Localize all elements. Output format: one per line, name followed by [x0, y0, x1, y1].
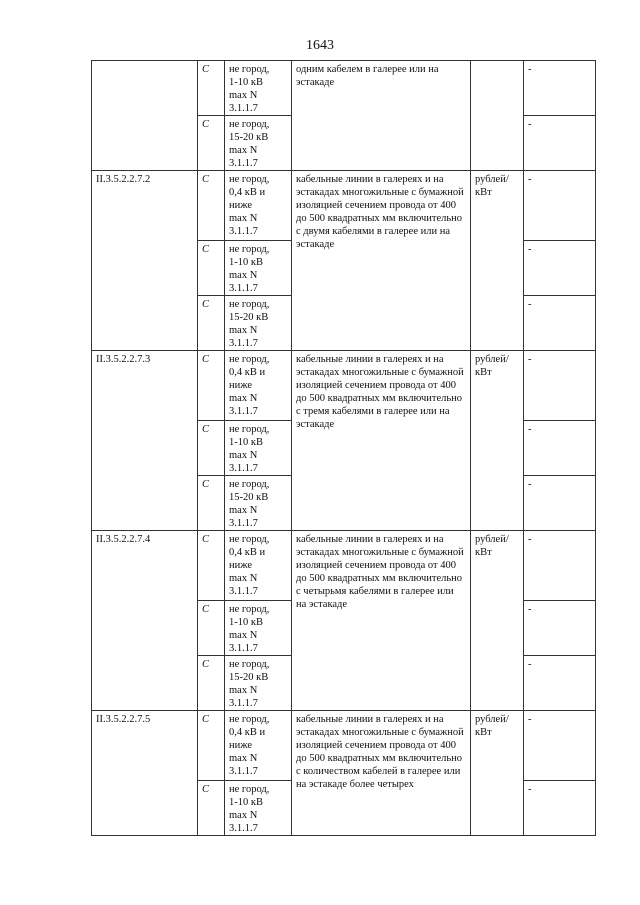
category-line: ниже [229, 200, 253, 211]
category-line: 1-10 кВ [229, 617, 263, 628]
category-line: 1-10 кВ [229, 257, 263, 268]
category-line: не город, [229, 299, 270, 310]
category-line: max N [229, 213, 258, 224]
row-code: II.3.5.2.2.7.4 [92, 531, 198, 711]
category-line: max N [229, 90, 258, 101]
category-line: не город, [229, 354, 270, 365]
category-line: max N [229, 573, 258, 584]
category-line: не город, [229, 604, 270, 615]
row-value: - [524, 711, 596, 781]
category-line: 0,4 кВ и [229, 547, 266, 558]
category-line: max N [229, 450, 258, 461]
row-letter: C [198, 241, 225, 296]
category-line: 0,4 кВ и [229, 187, 266, 198]
category-line: не город, [229, 174, 270, 185]
row-value: - [524, 531, 596, 601]
category-line: не город, [229, 244, 270, 255]
category-line: 15-20 кВ [229, 492, 269, 503]
row-category [225, 476, 292, 531]
category-line: 1-10 кВ [229, 437, 263, 448]
category-line: не город, [229, 784, 270, 795]
row-description [292, 531, 471, 711]
row-category [225, 656, 292, 711]
row-letter: C [198, 171, 225, 241]
category-line: max N [229, 810, 258, 821]
category-line: 3.1.1.7 [229, 463, 258, 474]
row-letter: C [198, 711, 225, 781]
category-line: 3.1.1.7 [229, 406, 258, 417]
description-text: одним кабелем в галерее или на эстакаде [296, 64, 439, 88]
row-letter: C [198, 656, 225, 711]
row-letter: C [198, 781, 225, 836]
row-letter: C [198, 296, 225, 351]
row-value: - [524, 61, 596, 116]
row-unit: рублей/ кВт [471, 171, 524, 351]
category-line: max N [229, 145, 258, 156]
category-line: max N [229, 505, 258, 516]
category-line: ниже [229, 560, 253, 571]
row-value: - [524, 601, 596, 656]
row-unit [471, 61, 524, 171]
row-category [225, 171, 292, 241]
category-line: max N [229, 325, 258, 336]
row-description [292, 61, 471, 171]
row-value: - [524, 781, 596, 836]
row-code [92, 61, 198, 171]
row-unit: рублей/ кВт [471, 711, 524, 836]
row-letter: C [198, 476, 225, 531]
row-category [225, 781, 292, 836]
category-line: 3.1.1.7 [229, 586, 258, 597]
table-row [92, 531, 596, 601]
category-line: ниже [229, 740, 253, 751]
category-line: не город, [229, 64, 270, 75]
category-line: 0,4 кВ и [229, 727, 266, 738]
category-line: ниже [229, 380, 253, 391]
category-line: 3.1.1.7 [229, 103, 258, 114]
row-value: - [524, 241, 596, 296]
row-description [292, 171, 471, 351]
row-value: - [524, 171, 596, 241]
row-category [225, 421, 292, 476]
category-line: не город, [229, 659, 270, 670]
category-line: 3.1.1.7 [229, 226, 258, 237]
category-line: max N [229, 630, 258, 641]
category-line: 3.1.1.7 [229, 338, 258, 349]
row-description [292, 351, 471, 531]
category-line: не город, [229, 119, 270, 130]
description-text: кабельные линии в галереях и на эстакадах многожильные с бумажной изоляцией сечением провода от 400 до 500 квадратных мм включительно с двумя кабелями в галерее или на эстакаде [296, 174, 464, 250]
row-category [225, 61, 292, 116]
row-letter: C [198, 421, 225, 476]
row-unit: рублей/ кВт [471, 351, 524, 531]
category-line: 15-20 кВ [229, 132, 269, 143]
description-text: кабельные линии в галереях и на эстакадах многожильные с бумажной изоляцией сечением провода от 400 до 500 квадратных мм включительно с четырьмя кабелями в галерее или на эстакаде [296, 534, 464, 610]
row-letter: C [198, 601, 225, 656]
category-line: max N [229, 753, 258, 764]
category-line: 1-10 кВ [229, 797, 263, 808]
category-line: max N [229, 393, 258, 404]
row-category [225, 711, 292, 781]
row-value: - [524, 296, 596, 351]
row-code: II.3.5.2.2.7.5 [92, 711, 198, 836]
category-line: max N [229, 685, 258, 696]
row-letter: C [198, 116, 225, 171]
row-code: II.3.5.2.2.7.3 [92, 351, 198, 531]
category-line: 3.1.1.7 [229, 698, 258, 709]
row-description [292, 711, 471, 836]
row-value: - [524, 116, 596, 171]
row-value: - [524, 421, 596, 476]
category-line: 3.1.1.7 [229, 283, 258, 294]
row-code: II.3.5.2.2.7.2 [92, 171, 198, 351]
row-category [225, 531, 292, 601]
tariff-table [91, 60, 596, 836]
category-line: 1-10 кВ [229, 77, 263, 88]
page-number: 1643 [306, 38, 334, 53]
row-letter: C [198, 351, 225, 421]
table-row [92, 351, 596, 421]
category-line: не город, [229, 714, 270, 725]
row-value: - [524, 476, 596, 531]
category-line: 3.1.1.7 [229, 643, 258, 654]
row-category [225, 116, 292, 171]
row-letter: C [198, 61, 225, 116]
description-text: кабельные линии в галереях и на эстакадах многожильные с бумажной изоляцией сечением провода от 400 до 500 квадратных мм включительно с тремя кабелями в галерее или на эстакаде [296, 354, 464, 430]
row-letter: C [198, 531, 225, 601]
table-body [92, 61, 596, 836]
category-line: не город, [229, 534, 270, 545]
row-category [225, 601, 292, 656]
category-line: не город, [229, 479, 270, 490]
row-unit: рублей/ кВт [471, 531, 524, 711]
category-line: max N [229, 270, 258, 281]
row-value: - [524, 656, 596, 711]
category-line: 0,4 кВ и [229, 367, 266, 378]
table-row [92, 171, 596, 241]
row-category [225, 241, 292, 296]
row-value: - [524, 351, 596, 421]
table-row [92, 61, 596, 116]
category-line: 3.1.1.7 [229, 823, 258, 834]
category-line: не город, [229, 424, 270, 435]
category-line: 3.1.1.7 [229, 158, 258, 169]
category-line: 15-20 кВ [229, 312, 269, 323]
category-line: 15-20 кВ [229, 672, 269, 683]
table-row [92, 711, 596, 781]
description-text: кабельные линии в галереях и на эстакадах многожильные с бумажной изоляцией сечением провода от 400 до 500 квадратных мм включительно с количеством кабелей в галерее или на эстакаде более четырех [296, 714, 464, 790]
category-line: 3.1.1.7 [229, 518, 258, 529]
row-category [225, 351, 292, 421]
row-category [225, 296, 292, 351]
category-line: 3.1.1.7 [229, 766, 258, 777]
